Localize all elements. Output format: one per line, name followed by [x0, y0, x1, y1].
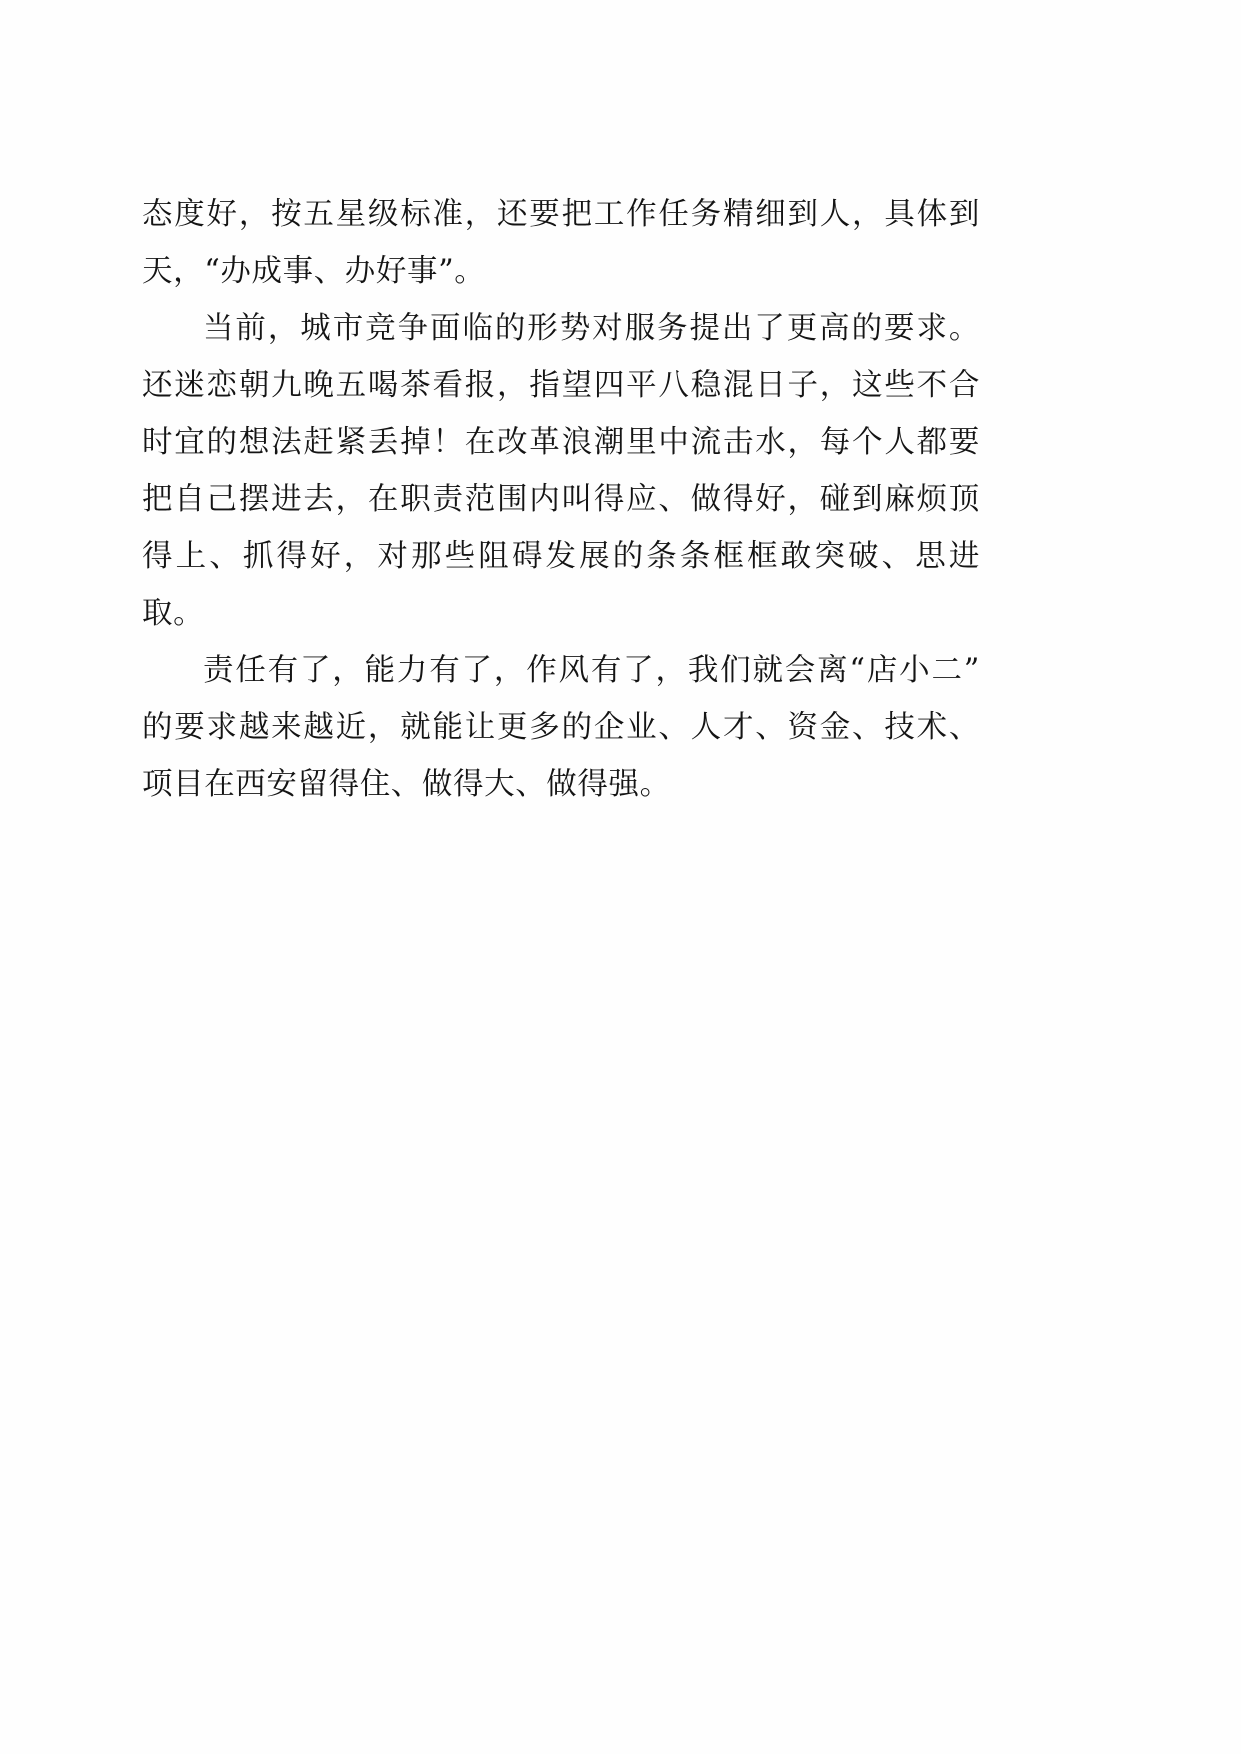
paragraph-3: 责任有了，能力有了，作风有了，我们就会离“店小二”的要求越来越近，就能让更多的企业、人才、资金、技术、项目在西安留得住、做得大、做得强。 — [142, 653, 980, 802]
document-body — [142, 186, 980, 813]
paragraph-1: 态度好，按五星级标准，还要把工作任务精细到人，具体到天，“办成事、办好事”。 — [142, 197, 980, 289]
paragraph-2: 当前，城市竞争面临的形势对服务提出了更高的要求。还迷恋朝九晚五喝茶看报，指望四平八稳混日子，这些不合时宜的想法赶紧丢掉！在改革浪潮里中流击水，每个人都要把自己摆进去，在职责范围内叫得应、做得好，碰到麻烦顶得上、抓得好，对那些阻碍发展的条条框框敢突破、思进取。 — [142, 311, 980, 631]
